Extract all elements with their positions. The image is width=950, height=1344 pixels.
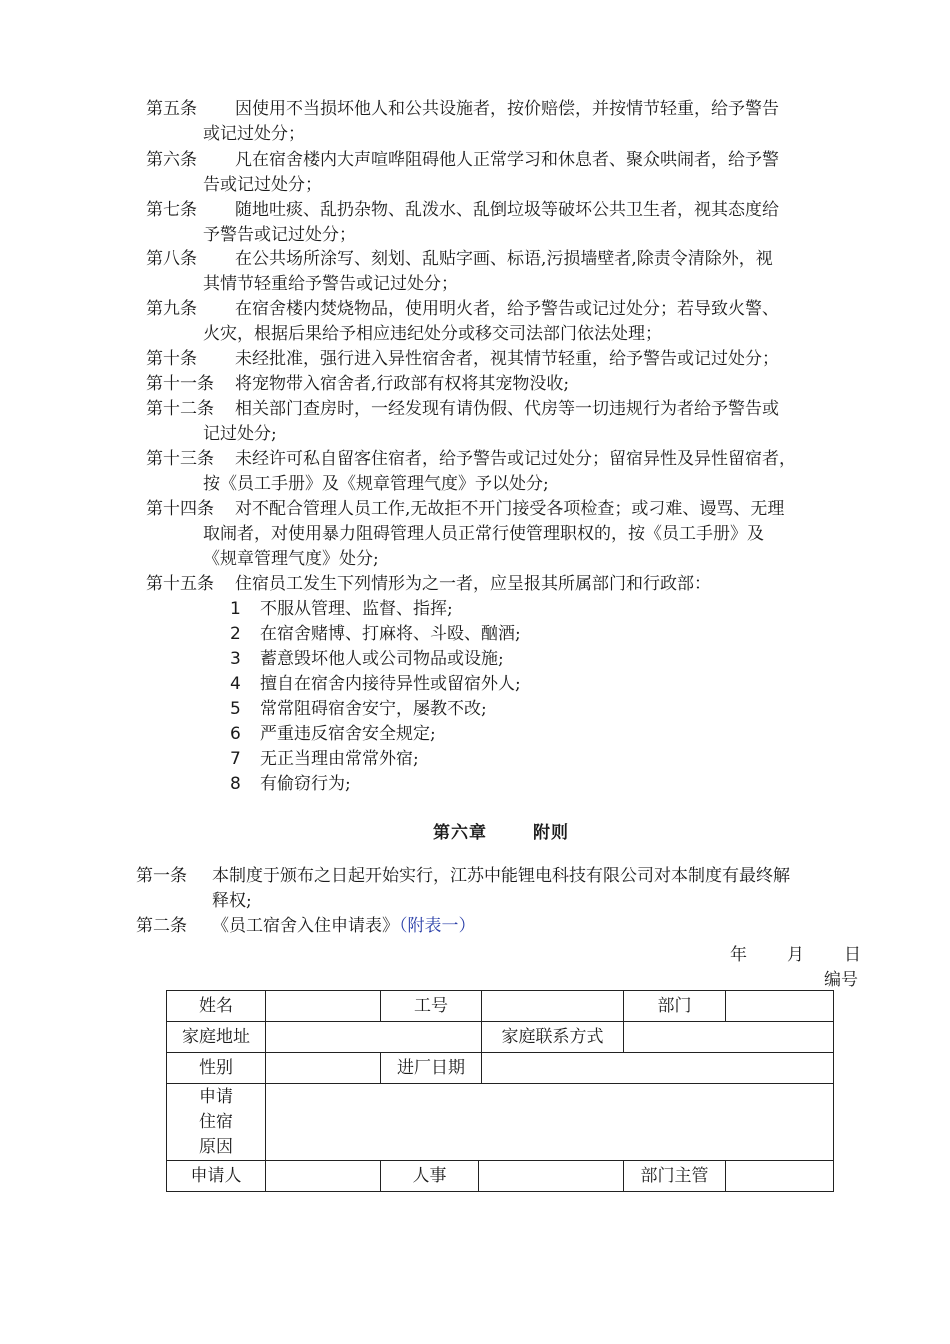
list-item-number: 4 [230, 674, 241, 694]
list-item [230, 722, 436, 747]
article-number: 第二条 [136, 916, 187, 936]
serial-number-label: 编号 [824, 970, 858, 990]
article-6 [146, 148, 876, 198]
article-text: 因使用不当损坏他人和公共设施者，按价赔偿，并按情节轻重，给予警告 [235, 99, 779, 119]
list-item-number: 1 [230, 599, 241, 619]
article-number: 第十三条 [146, 449, 214, 469]
article-text-cont: 释权; [212, 891, 252, 911]
article-10 [146, 347, 876, 372]
appendix-link[interactable]: （附表一） [399, 916, 476, 936]
table-row [167, 991, 834, 1022]
article-text-cont: 火灾，根据后果给予相应违纪处分或移交司法部门依法处理； [203, 324, 662, 344]
article-text: 随地吐痰、乱扔杂物、乱泼水、乱倒垃圾等破坏公共卫生者，视其态度给 [235, 200, 779, 220]
list-item-text: 在宿舍赌博、打麻将、斗殴、酗酒; [260, 624, 521, 644]
list-item [230, 647, 504, 672]
article-5 [146, 97, 876, 147]
article-text-cont: 或记过处分； [203, 124, 305, 144]
list-item [230, 772, 351, 797]
table-row [167, 1053, 834, 1084]
article-13 [146, 447, 876, 497]
list-item-text: 蓄意毁坏他人或公司物品或设施; [260, 649, 504, 669]
dorm-application-form [166, 990, 834, 1192]
table-row [167, 1161, 834, 1192]
name-label: 姓名 [167, 991, 266, 1022]
list-item-text: 严重违反宿舍安全规定; [260, 724, 436, 744]
article-number: 第十四条 [146, 499, 214, 519]
article-number: 第十条 [146, 349, 197, 369]
article-number: 第一条 [136, 866, 187, 886]
reason-label-line: 原因 [199, 1136, 233, 1157]
list-item-number: 8 [230, 774, 241, 794]
list-item [230, 622, 521, 647]
list-item [230, 697, 487, 722]
list-item-text: 无正当理由常常外宿; [260, 749, 419, 769]
article-9 [146, 297, 876, 347]
article-text-cont: 其情节轻重给予警告或记过处分； [203, 274, 458, 294]
article-text-cont: 予警告或记过处分； [203, 225, 356, 245]
table-row [167, 1084, 834, 1161]
list-item-text: 常常阻碍宿舍安宁，屡教不改; [260, 699, 487, 719]
article-text: 将宠物带入宿舍者,行政部有权将其宠物没收; [235, 374, 570, 394]
article-text: 相关部门查房时，一经发现有请伪假、代房等一切违规行为者给予警告或 [235, 399, 779, 419]
home-address-label: 家庭地址 [167, 1022, 266, 1053]
article-number: 第六条 [146, 150, 197, 170]
list-item-text: 不服从管理、监督、指挥; [260, 599, 453, 619]
home-address-field[interactable] [266, 1022, 482, 1053]
article-number: 第十二条 [146, 399, 214, 419]
article-7 [146, 198, 876, 248]
chapter-heading [433, 818, 569, 843]
article-text [212, 914, 476, 939]
article-14 [146, 497, 876, 572]
article-15 [146, 572, 876, 597]
join-date-field[interactable] [482, 1053, 834, 1084]
article-text-cont: 告或记过处分； [203, 175, 322, 195]
article-number: 第十五条 [146, 574, 214, 594]
general-article-1 [136, 864, 876, 914]
dept-head-label: 部门主管 [624, 1161, 726, 1192]
date-day-label: 日 [844, 945, 861, 965]
list-item-number: 6 [230, 724, 241, 744]
date-year-label: 年 [730, 945, 747, 965]
table-row [167, 1022, 834, 1053]
list-item-text: 擅自在宿舍内接待异性或留宿外人; [260, 674, 521, 694]
name-field[interactable] [266, 991, 381, 1022]
home-contact-field[interactable] [624, 1022, 834, 1053]
list-item-number: 5 [230, 699, 241, 719]
article-text-cont: 记过处分; [203, 424, 277, 444]
article-number: 第八条 [146, 249, 197, 269]
reason-label [167, 1084, 266, 1161]
employee-number-field[interactable] [482, 991, 624, 1022]
article-11 [146, 372, 876, 397]
applicant-signature-field[interactable] [266, 1161, 381, 1192]
hr-label: 人事 [381, 1161, 479, 1192]
department-label: 部门 [624, 991, 726, 1022]
article-number: 第九条 [146, 299, 197, 319]
list-item [230, 597, 453, 622]
article-text-cont: 按《员工手册》及《规章管理气度》予以处分; [203, 474, 549, 494]
reason-label-line: 申请 [199, 1086, 233, 1107]
home-contact-label: 家庭联系方式 [482, 1022, 624, 1053]
article-text: 住宿员工发生下列情形为之一者，应呈报其所属部门和行政部： [235, 574, 711, 594]
article-number: 第五条 [146, 99, 197, 119]
general-article-2 [136, 914, 876, 939]
join-date-label: 进厂日期 [381, 1053, 482, 1084]
list-item [230, 672, 521, 697]
article-8 [146, 247, 876, 297]
article-text: 未经许可私自留客住宿者，给予警告或记过处分；留宿异性及异性留宿者， [235, 449, 796, 469]
applicant-label: 申请人 [167, 1161, 266, 1192]
list-item-number: 3 [230, 649, 241, 669]
list-item-text: 有偷窃行为; [260, 774, 351, 794]
article-number: 第七条 [146, 200, 197, 220]
article-number: 第十一条 [146, 374, 214, 394]
department-field[interactable] [726, 991, 834, 1022]
hr-signature-field[interactable] [479, 1161, 624, 1192]
article-text: 对不配合管理人员工作,无故拒不开门接受各项检查；或刁难、谩骂、无理 [235, 499, 785, 519]
article-text: 本制度于颁布之日起开始实行，江苏中能锂电科技有限公司对本制度有最终解 [212, 866, 790, 886]
article-text: 凡在宿舍楼内大声喧哗阻碍他人正常学习和休息者、聚众哄闹者，给予警 [235, 150, 779, 170]
date-month-label: 月 [787, 945, 804, 965]
form-title: 《员工宿舍入住申请表》 [212, 916, 399, 936]
list-item-number: 7 [230, 749, 241, 769]
gender-field[interactable] [266, 1053, 381, 1084]
gender-label: 性别 [167, 1053, 266, 1084]
list-item [230, 747, 419, 772]
reason-label-line: 住宿 [199, 1111, 233, 1132]
chapter-number: 第六章 [433, 823, 487, 843]
reason-field[interactable] [266, 1084, 834, 1161]
article-text: 在宿舍楼内焚烧物品，使用明火者，给予警告或记过处分；若导致火警、 [235, 299, 779, 319]
article-text-cont: 《规章管理气度》处分; [203, 549, 379, 569]
article-text: 在公共场所涂写、刻划、乱贴字画、标语,污损墙壁者,除责令清除外，视 [235, 249, 773, 269]
article-12 [146, 397, 876, 447]
employee-number-label: 工号 [381, 991, 482, 1022]
chapter-name: 附则 [533, 823, 569, 843]
article-text-cont: 取闹者，对使用暴力阻碍管理人员正常行使管理职权的，按《员工手册》及 [203, 524, 764, 544]
dept-head-signature-field[interactable] [726, 1161, 834, 1192]
list-item-number: 2 [230, 624, 241, 644]
article-text: 未经批准，强行进入异性宿舍者，视其情节轻重，给予警告或记过处分； [235, 349, 779, 369]
